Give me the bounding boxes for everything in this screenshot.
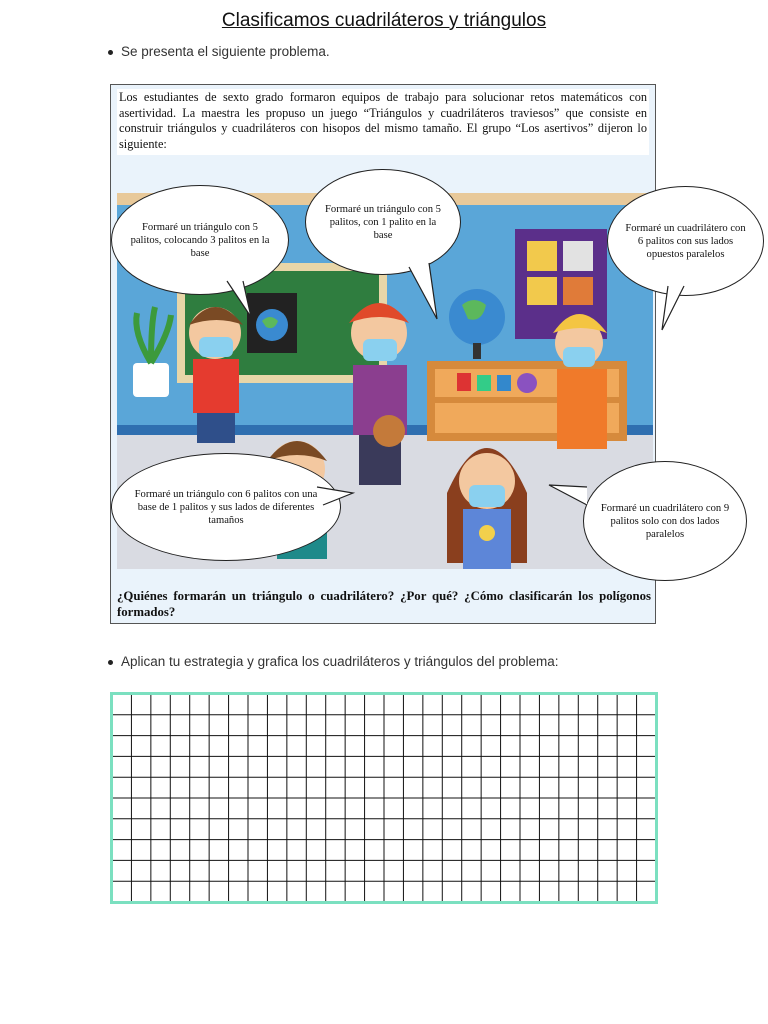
bullet-intro-text: Se presenta el siguiente problema.: [121, 44, 330, 59]
speech-bubble-2-tail: [409, 263, 449, 323]
bullet-task: [108, 654, 558, 669]
speech-bubble-4-tail: [317, 483, 357, 513]
problem-question: ¿Quiénes formarán un triángulo o cuadrilátero? ¿Por qué? ¿Cómo clasificarán los polígonos formados?: [117, 589, 651, 619]
speech-bubble-2: Formaré un triángulo con 5 palitos, con 1 palito en la base: [305, 169, 461, 275]
bullet-dot: [108, 50, 113, 55]
page-title: Clasificamos cuadriláteros y triángulos: [221, 10, 547, 31]
speech-bubble-3-tail: [660, 286, 690, 332]
graph-paper-grid[interactable]: [110, 692, 658, 904]
bullet-task-text: Aplican tu estrategia y grafica los cuadriláteros y triángulos del problema:: [121, 654, 559, 669]
speech-bubble-3-outside: [607, 186, 764, 296]
speech-bubble-5: Formaré un cuadrilátero con 9 palitos solo con dos lados paralelos: [583, 461, 747, 581]
problem-statement: Los estudiantes de sexto grado formaron equipos de trabajo para solucionar retos matemáticos con asertividad. La maestra les propuso un juego “Triángulos y cuadriláteros traviesos” que consiste en construir triángulos y cuadriláteros con hisopos del mismo tamaño. El grupo “Los asertivos” dijeron lo siguiente:: [117, 89, 649, 155]
speech-bubble-1-tail: [227, 281, 257, 321]
grid-drawing: [110, 692, 658, 904]
speech-bubble-1: Formaré un triángulo con 5 palitos, colocando 3 palitos en la base: [111, 185, 289, 295]
speech-bubble-4: Formaré un triángulo con 6 palitos con una base de 1 palitos y sus lados de diferentes tamaños: [111, 453, 341, 561]
bullet-intro: [108, 44, 330, 59]
bullet-dot: [108, 660, 113, 665]
speech-bubble-3-text: Formaré un cuadrilátero con 6 palitos con sus lados opuestos paralelos: [625, 222, 746, 260]
speech-bubble-5-tail: [547, 483, 591, 513]
